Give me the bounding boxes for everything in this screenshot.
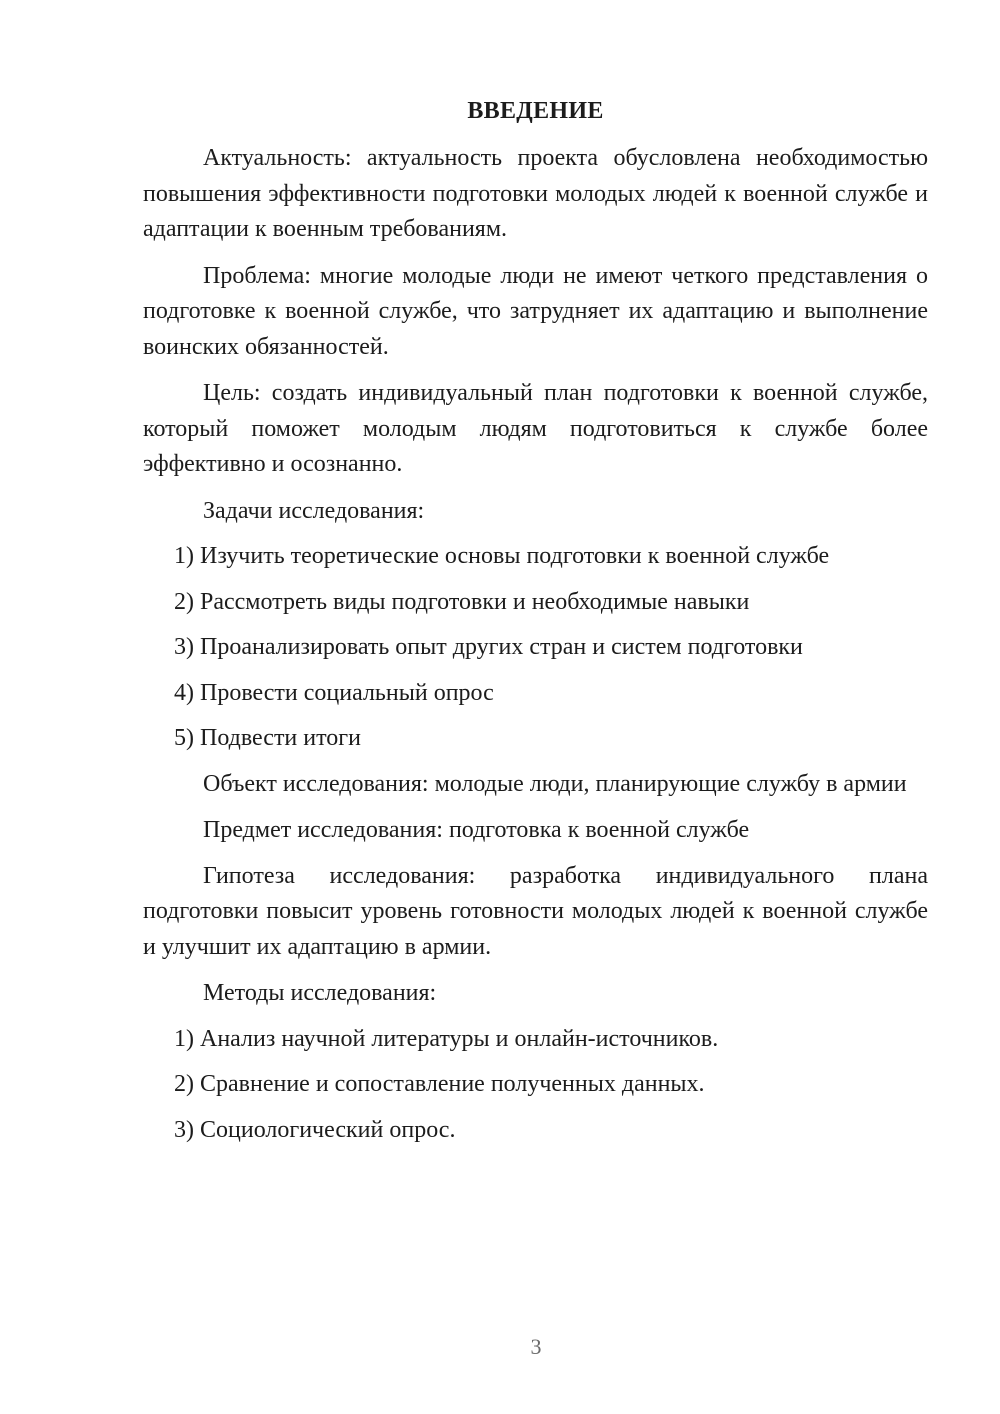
document-title: ВВЕДЕНИЕ	[467, 98, 604, 124]
task-item: 1) Изучить теоретические основы подготовки к военной службе	[174, 543, 830, 569]
methods-list	[143, 1022, 928, 1149]
method-item: 2) Сравнение и сопоставление полученных данных.	[174, 1071, 705, 1097]
task-item: 5) Подвести итоги	[174, 725, 361, 751]
relevance-paragraph: Актуальность: актуальность проекта обусловлена необходимостью повышения эффективности подготовки молодых людей к военной службе и адаптации к военным требованиям.	[143, 145, 928, 242]
task-item: 2) Рассмотреть виды подготовки и необходимые навыки	[174, 588, 750, 615]
method-item: 1) Анализ научной литературы и онлайн-источников.	[174, 1025, 719, 1052]
method-item: 3) Социологический опрос.	[174, 1116, 456, 1143]
document-body	[143, 141, 928, 1158]
problem-paragraph: Проблема: многие молодые люди не имеют четкого представления о подготовке к военной службе, что затрудняет их адаптацию и выполнение воинских обязанностей.	[143, 262, 928, 360]
subject-paragraph: Предмет исследования: подготовка к военной службе	[203, 817, 750, 843]
methods-heading: Методы исследования:	[203, 980, 437, 1006]
task-item: 4) Провести социальный опрос	[174, 679, 494, 706]
tasks-heading: Задачи исследования:	[203, 497, 425, 524]
object-paragraph: Объект исследования: молодые люди, планирующие службу в армии	[203, 770, 907, 797]
page-number: 3	[530, 1334, 542, 1359]
tasks-list	[143, 539, 928, 757]
task-item: 3) Проанализировать опыт других стран и систем подготовки	[174, 634, 803, 660]
goal-paragraph: Цель: создать индивидуальный план подготовки к военной службе, который поможет молодым людям подготовиться к службе более эффективно и осознанно.	[143, 380, 928, 477]
hypothesis-paragraph: Гипотеза исследования: разработка индивидуального плана подготовки повысит уровень готовности молодых людей к военной службе и улучшит их адаптацию в армии.	[143, 862, 928, 960]
